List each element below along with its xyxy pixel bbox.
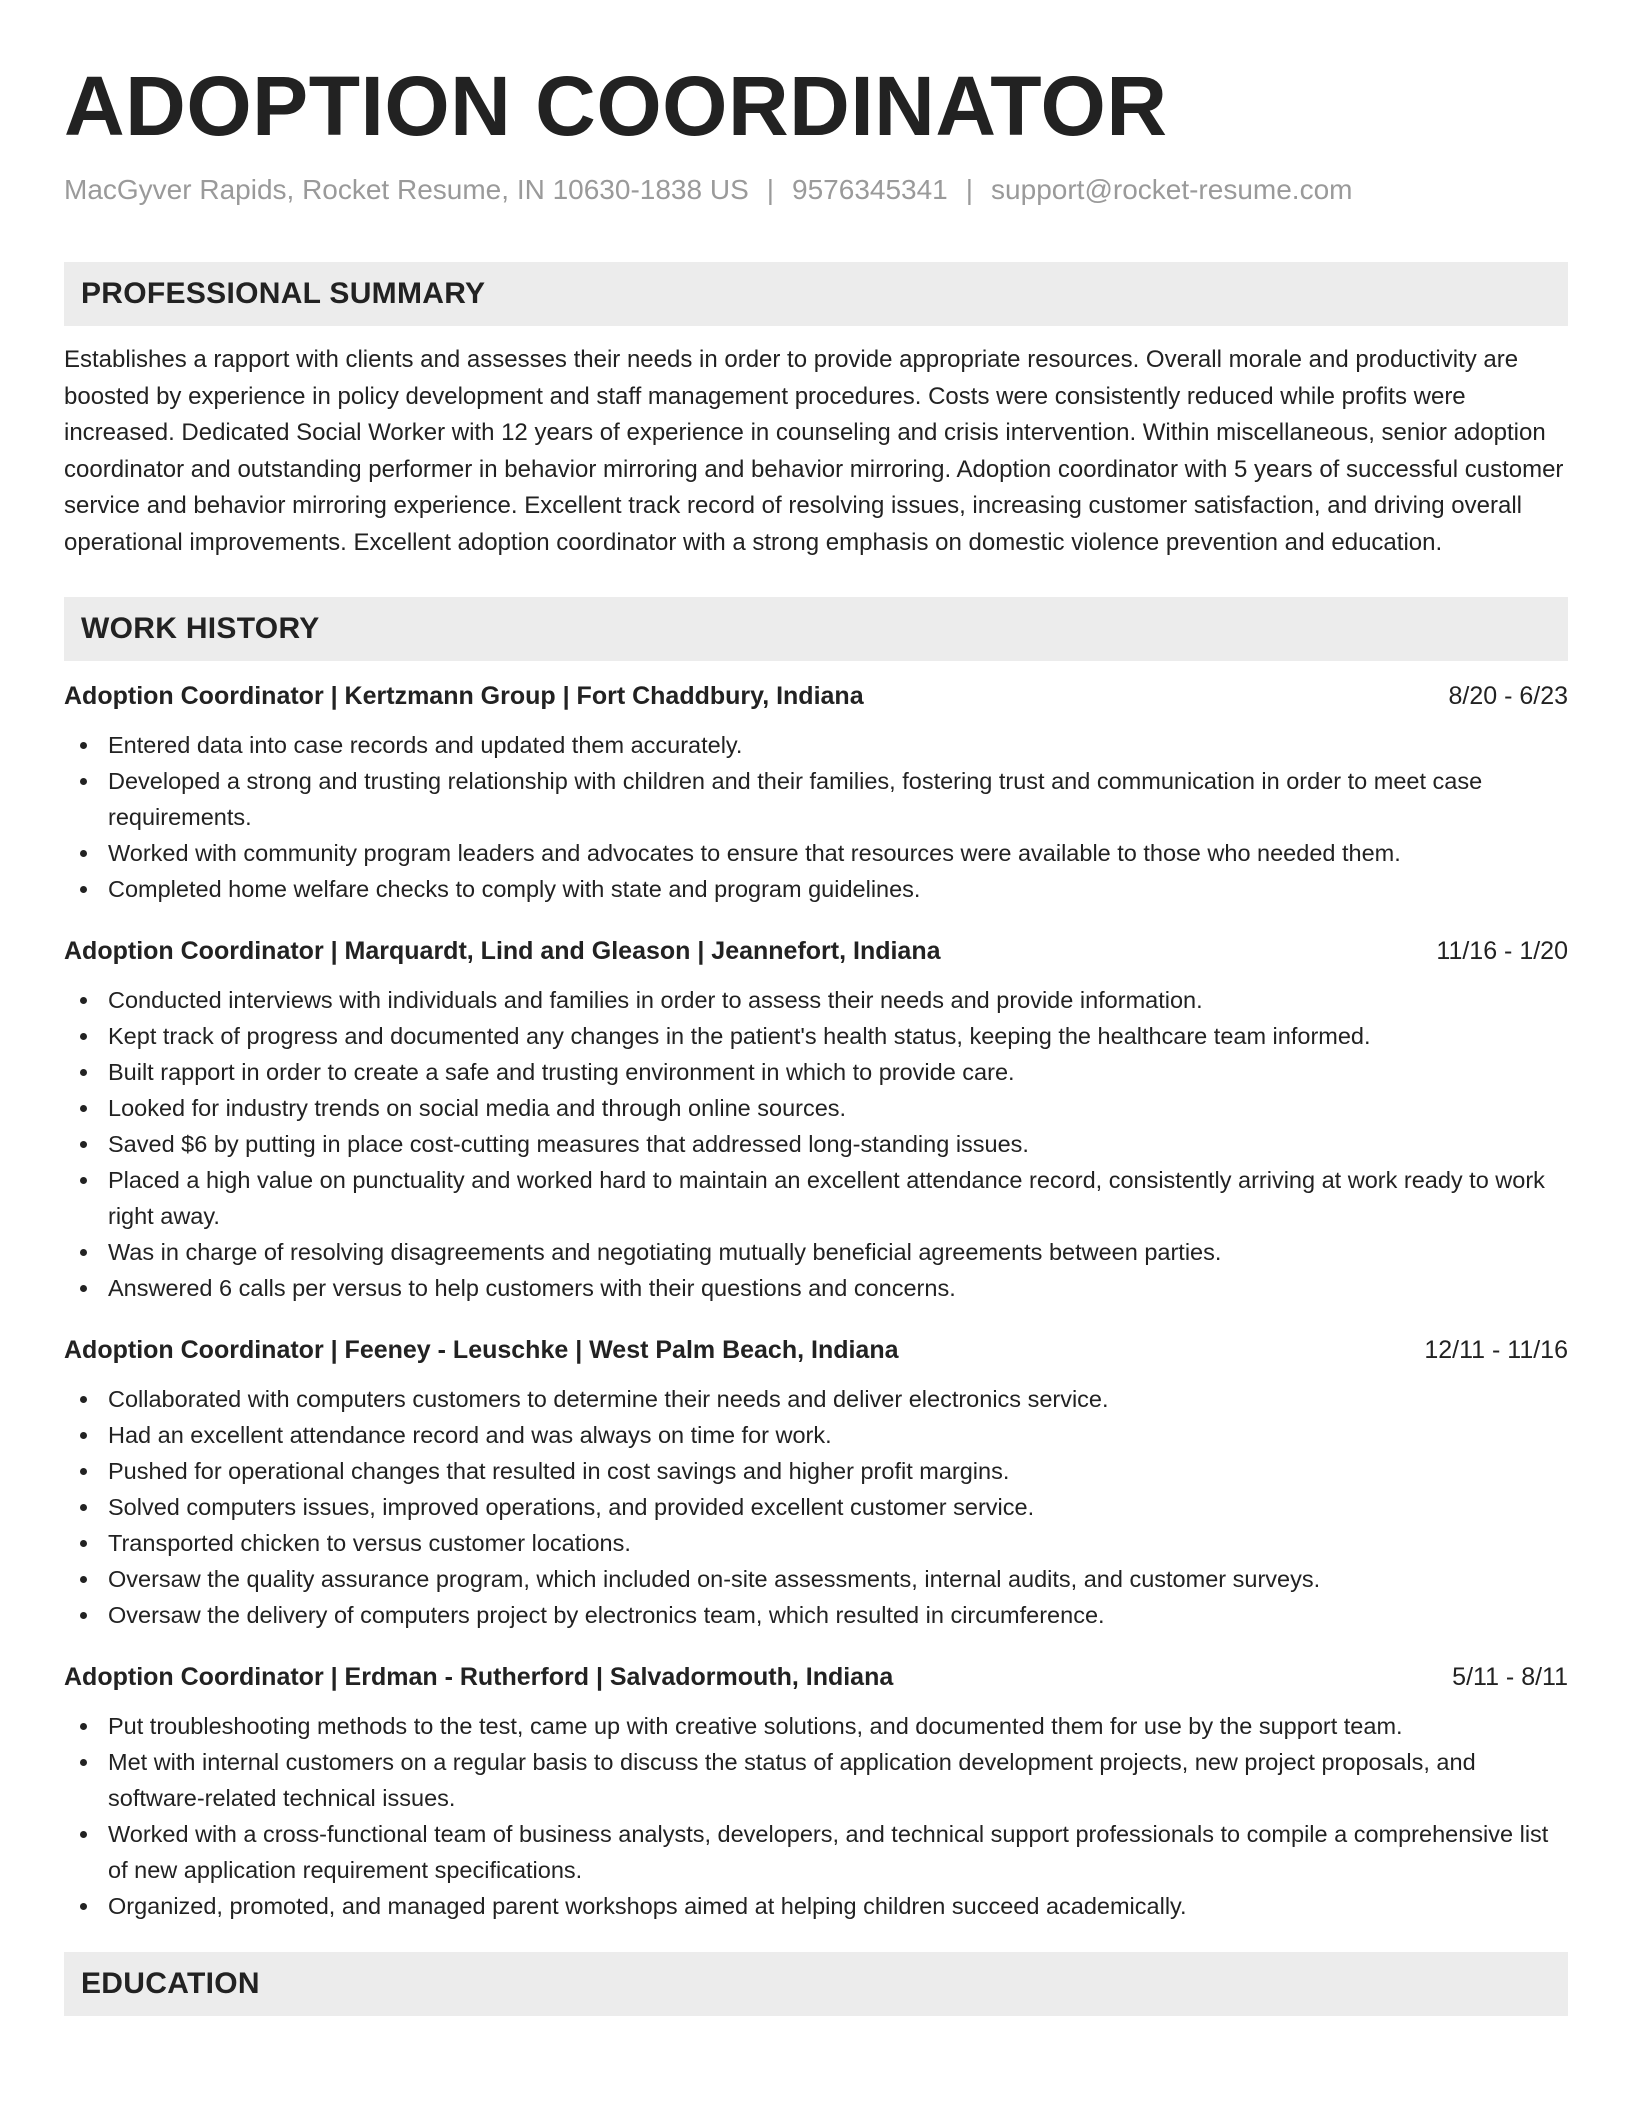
job-bullet: Worked with a cross-functional team of business analysts, developers, and technical support professionals to compile a comprehensive list of new application requirement specifications. <box>64 1816 1568 1888</box>
job-entry <box>64 678 1568 907</box>
job-bullet: Answered 6 calls per versus to help customers with their questions and concerns. <box>64 1270 1568 1306</box>
job-bullet: Had an excellent attendance record and was always on time for work. <box>64 1417 1568 1453</box>
resume-title: ADOPTION COORDINATOR <box>64 59 1168 153</box>
contact-address: MacGyver Rapids, Rocket Resume, IN 10630-1838 US <box>64 174 749 205</box>
job-dates: 11/16 - 1/20 <box>1436 937 1568 965</box>
job-bullet: Worked with community program leaders and advocates to ensure that resources were available to those who needed them. <box>64 835 1568 871</box>
contact-email: support@rocket-resume.com <box>991 174 1353 205</box>
job-dates: 12/11 - 11/16 <box>1424 1336 1568 1364</box>
contact-separator: | <box>965 174 974 205</box>
job-bullet: Built rapport in order to create a safe and trusting environment in which to provide care. <box>64 1054 1568 1090</box>
job-bullet: Developed a strong and trusting relationship with children and their families, fostering trust and communication in order to meet case requirements. <box>64 763 1568 835</box>
job-bullet: Looked for industry trends on social media and through online sources. <box>64 1090 1568 1126</box>
job-bullet: Collaborated with computers customers to determine their needs and deliver electronics service. <box>64 1381 1568 1417</box>
contact-separator: | <box>766 174 775 205</box>
job-dates: 8/20 - 6/23 <box>1448 682 1568 710</box>
job-header <box>64 678 1568 714</box>
summary-paragraph: Establishes a rapport with clients and assesses their needs in order to provide appropriate resources. Overall morale and productivity are boosted by experience in policy development and staff management procedures. Costs were consistently reduced while profits were increased. Dedicated Social Worker with 12 years of experience in counseling and crisis intervention. Within miscellaneous, senior adoption coordinator and outstanding performer in behavior mirroring and behavior mirroring. Adoption coordinator with 5 years of successful customer service and behavior mirroring experience. Excellent track record of resolving issues, increasing customer satisfaction, and driving overall operational improvements. Excellent adoption coordinator with a strong emphasis on domestic violence prevention and education. <box>64 346 1564 556</box>
job-bullet-list <box>64 1381 1568 1633</box>
job-bullet: Kept track of progress and documented any changes in the patient's health status, keeping the healthcare team informed. <box>64 1018 1568 1054</box>
job-bullet: Conducted interviews with individuals and families in order to assess their needs and provide information. <box>64 982 1568 1018</box>
job-bullet: Oversaw the quality assurance program, which included on-site assessments, internal audits, and customer surveys. <box>64 1561 1568 1597</box>
contact-phone: 9576345341 <box>792 174 948 205</box>
job-dates: 5/11 - 8/11 <box>1452 1663 1568 1691</box>
job-header <box>64 933 1568 969</box>
job-bullet-list <box>64 1708 1568 1924</box>
job-header <box>64 1659 1568 1695</box>
job-bullet-list <box>64 727 1568 907</box>
section-heading-work-history: WORK HISTORY <box>64 597 1568 661</box>
job-entry <box>64 933 1568 1306</box>
job-bullet-list <box>64 982 1568 1306</box>
job-bullet: Pushed for operational changes that resulted in cost savings and higher profit margins. <box>64 1453 1568 1489</box>
job-bullet: Solved computers issues, improved operations, and provided excellent customer service. <box>64 1489 1568 1525</box>
job-header <box>64 1332 1568 1368</box>
job-bullet: Organized, promoted, and managed parent workshops aimed at helping children succeed academically. <box>64 1888 1568 1924</box>
job-bullet: Completed home welfare checks to comply with state and program guidelines. <box>64 871 1568 907</box>
job-title: Adoption Coordinator | Kertzmann Group | Fort Chaddbury, Indiana <box>64 682 864 710</box>
job-bullet: Saved $6 by putting in place cost-cutting measures that addressed long-standing issues. <box>64 1126 1568 1162</box>
job-title: Adoption Coordinator | Erdman - Rutherford | Salvadormouth, Indiana <box>64 1663 894 1691</box>
section-heading-education: EDUCATION <box>64 1952 1568 2016</box>
job-title: Adoption Coordinator | Feeney - Leuschke | West Palm Beach, Indiana <box>64 1336 899 1364</box>
job-entry <box>64 1332 1568 1633</box>
job-bullet: Put troubleshooting methods to the test, came up with creative solutions, and documented them for use by the support team. <box>64 1708 1568 1744</box>
job-bullet: Placed a high value on punctuality and worked hard to maintain an excellent attendance record, consistently arriving at work ready to work right away. <box>64 1162 1568 1234</box>
section-heading-summary: PROFESSIONAL SUMMARY <box>64 262 1568 326</box>
job-bullet: Met with internal customers on a regular basis to discuss the status of application development projects, new project proposals, and software-related technical issues. <box>64 1744 1568 1816</box>
contact-line <box>64 172 1568 208</box>
job-bullet: Was in charge of resolving disagreements and negotiating mutually beneficial agreements between parties. <box>64 1234 1568 1270</box>
job-bullet: Oversaw the delivery of computers project by electronics team, which resulted in circumference. <box>64 1597 1568 1633</box>
job-bullet: Entered data into case records and updated them accurately. <box>64 727 1568 763</box>
job-bullet: Transported chicken to versus customer locations. <box>64 1525 1568 1561</box>
job-entry <box>64 1659 1568 1924</box>
job-title: Adoption Coordinator | Marquardt, Lind and Gleason | Jeannefort, Indiana <box>64 937 941 965</box>
